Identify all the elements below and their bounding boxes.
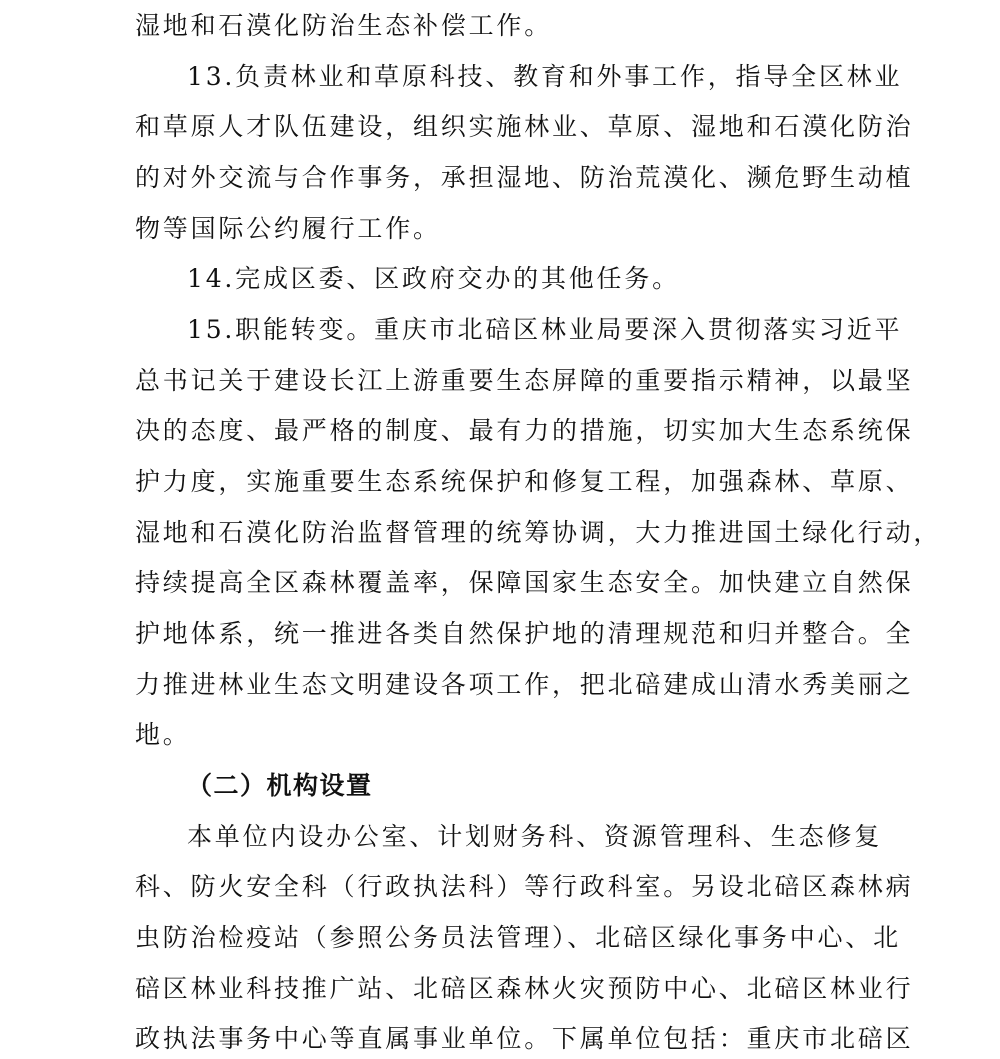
text-line-17: 本单位内设办公室、计划财务科、资源管理科、生态修复 — [187, 822, 883, 851]
text-line-6: 14.完成区委、区政府交办的其他任务。 — [187, 264, 680, 293]
text-line-20: 碚区林业科技推广站、北碚区森林火灾预防中心、北碚区林业行 — [135, 974, 914, 1003]
text-line-9: 决的态度、最严格的制度、最有力的措施，切实加大生态系统保 — [135, 416, 914, 445]
text-line-5: 物等国际公约履行工作。 — [135, 214, 441, 243]
text-line-8: 总书记关于建设长江上游重要生态屏障的重要指示精神，以最坚 — [135, 366, 914, 395]
text-line-14: 力推进林业生态文明建设各项工作，把北碚建成山清水秀美丽之 — [135, 670, 914, 699]
text-line-15: 地。 — [135, 720, 191, 749]
text-line-19: 虫防治检疫站（参照公务员法管理）、北碚区绿化事务中心、北 — [135, 923, 901, 952]
text-line-7: 15.职能转变。重庆市北碚区林业局要深入贯彻落实习近平 — [187, 315, 903, 344]
text-line-12: 持续提高全区森林覆盖率，保障国家生态安全。加快建立自然保 — [135, 568, 914, 597]
text-line-10: 护力度，实施重要生态系统保护和修复工程，加强森林、草原、 — [135, 467, 914, 496]
text-line-1: 湿地和石漠化防治生态补偿工作。 — [135, 11, 553, 40]
section-heading: （二）机构设置 — [187, 771, 373, 800]
text-line-13: 护地体系，统一推进各类自然保护地的清理规范和归并整合。全 — [135, 619, 914, 648]
text-line-3: 和草原人才队伍建设，组织实施林业、草原、湿地和石漠化防治 — [135, 112, 914, 141]
text-line-4: 的对外交流与合作事务，承担湿地、防治荒漠化、濒危野生动植 — [135, 163, 914, 192]
text-line-11: 湿地和石漠化防治监督管理的统筹协调，大力推进国土绿化行动， — [135, 518, 942, 547]
text-line-2: 13.负责林业和草原科技、教育和外事工作，指导全区林业 — [187, 62, 903, 91]
text-line-18: 科、防火安全科（行政执法科）等行政科室。另设北碚区森林病 — [135, 872, 914, 901]
text-line-21: 政执法事务中心等直属事业单位。下属单位包括：重庆市北碚区 — [135, 1024, 914, 1053]
